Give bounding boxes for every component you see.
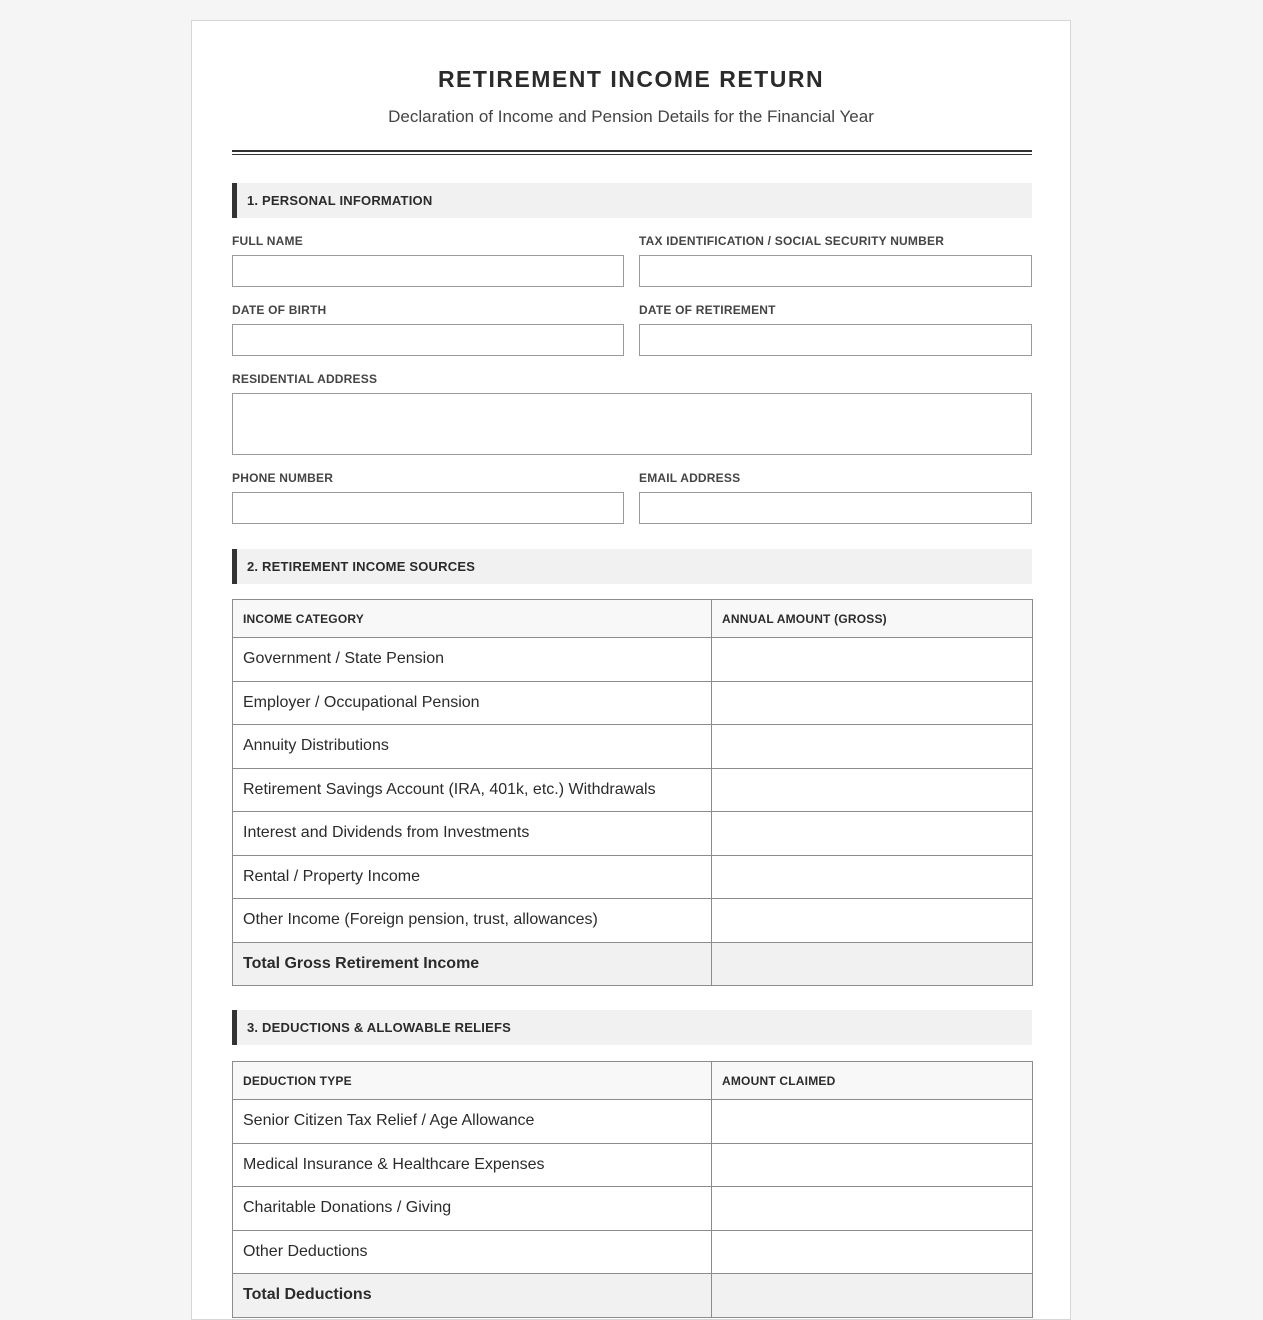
income-amount-cell[interactable] [712,638,1033,682]
deduction-amount-cell[interactable] [712,1100,1033,1144]
email-address-label: EMAIL ADDRESS [639,471,741,485]
income-amount-column-header: ANNUAL AMOUNT (GROSS) [712,600,1033,638]
full-name-label: FULL NAME [232,234,303,248]
section-personal-heading: 1. PERSONAL INFORMATION [232,183,1032,218]
income-table [232,599,1033,986]
table-row [233,1230,1033,1274]
deduction-amount-column-header: AMOUNT CLAIMED [712,1062,1033,1100]
form-subtitle: Declaration of Income and Pension Details for the Financial Year [388,107,874,126]
date-of-retirement-label: DATE OF RETIREMENT [639,303,776,317]
income-total-label: Total Gross Retirement Income [233,942,712,986]
table-row [233,855,1033,899]
email-address-input[interactable] [639,492,1032,524]
date-of-retirement-input[interactable] [639,324,1032,356]
income-total-row [233,942,1033,986]
income-category-cell: Retirement Savings Account (IRA, 401k, etc.) Withdrawals [233,768,712,812]
date-of-birth-input[interactable] [232,324,624,356]
residential-address-input[interactable] [232,393,1032,455]
table-row [233,812,1033,856]
phone-number-label: PHONE NUMBER [232,471,334,485]
section-income-heading: 2. RETIREMENT INCOME SOURCES [232,549,1032,584]
tax-id-input[interactable] [639,255,1032,287]
deductions-table [232,1061,1033,1318]
deduction-type-cell: Charitable Donations / Giving [233,1187,712,1231]
residential-address-label: RESIDENTIAL ADDRESS [232,372,378,386]
table-row [233,1187,1033,1231]
deduction-type-cell: Senior Citizen Tax Relief / Age Allowance [233,1100,712,1144]
header-divider [232,150,1032,155]
income-table-header-row [233,600,1033,638]
table-row [233,899,1033,943]
deduction-type-cell: Other Deductions [233,1230,712,1274]
income-category-column-header: INCOME CATEGORY [233,600,712,638]
income-amount-cell[interactable] [712,681,1033,725]
deduction-amount-cell[interactable] [712,1143,1033,1187]
income-category-cell: Annuity Distributions [233,725,712,769]
deduction-amount-cell[interactable] [712,1187,1033,1231]
income-category-cell: Employer / Occupational Pension [233,681,712,725]
form-page [191,20,1071,1320]
income-category-cell: Government / State Pension [233,638,712,682]
table-row [233,768,1033,812]
deductions-table-header-row [233,1062,1033,1100]
phone-number-input[interactable] [232,492,624,524]
table-row [233,1100,1033,1144]
date-of-birth-label: DATE OF BIRTH [232,303,327,317]
income-category-cell: Rental / Property Income [233,855,712,899]
table-row [233,1143,1033,1187]
table-row [233,725,1033,769]
full-name-input[interactable] [232,255,624,287]
deduction-amount-cell[interactable] [712,1230,1033,1274]
deduction-type-cell: Medical Insurance & Healthcare Expenses [233,1143,712,1187]
table-row [233,638,1033,682]
deductions-total-amount [712,1274,1033,1318]
form-title: RETIREMENT INCOME RETURN [437,66,825,92]
income-category-cell: Interest and Dividends from Investments [233,812,712,856]
income-amount-cell[interactable] [712,899,1033,943]
income-amount-cell[interactable] [712,855,1033,899]
deductions-total-row [233,1274,1033,1318]
deduction-type-column-header: DEDUCTION TYPE [233,1062,712,1100]
income-amount-cell[interactable] [712,768,1033,812]
income-amount-cell[interactable] [712,725,1033,769]
income-category-cell: Other Income (Foreign pension, trust, allowances) [233,899,712,943]
section-deductions-heading: 3. DEDUCTIONS & ALLOWABLE RELIEFS [232,1010,1032,1045]
tax-id-label: TAX IDENTIFICATION / SOCIAL SECURITY NUMBER [639,234,945,248]
deductions-total-label: Total Deductions [233,1274,712,1318]
income-total-amount [712,942,1033,986]
income-amount-cell[interactable] [712,812,1033,856]
table-row [233,681,1033,725]
